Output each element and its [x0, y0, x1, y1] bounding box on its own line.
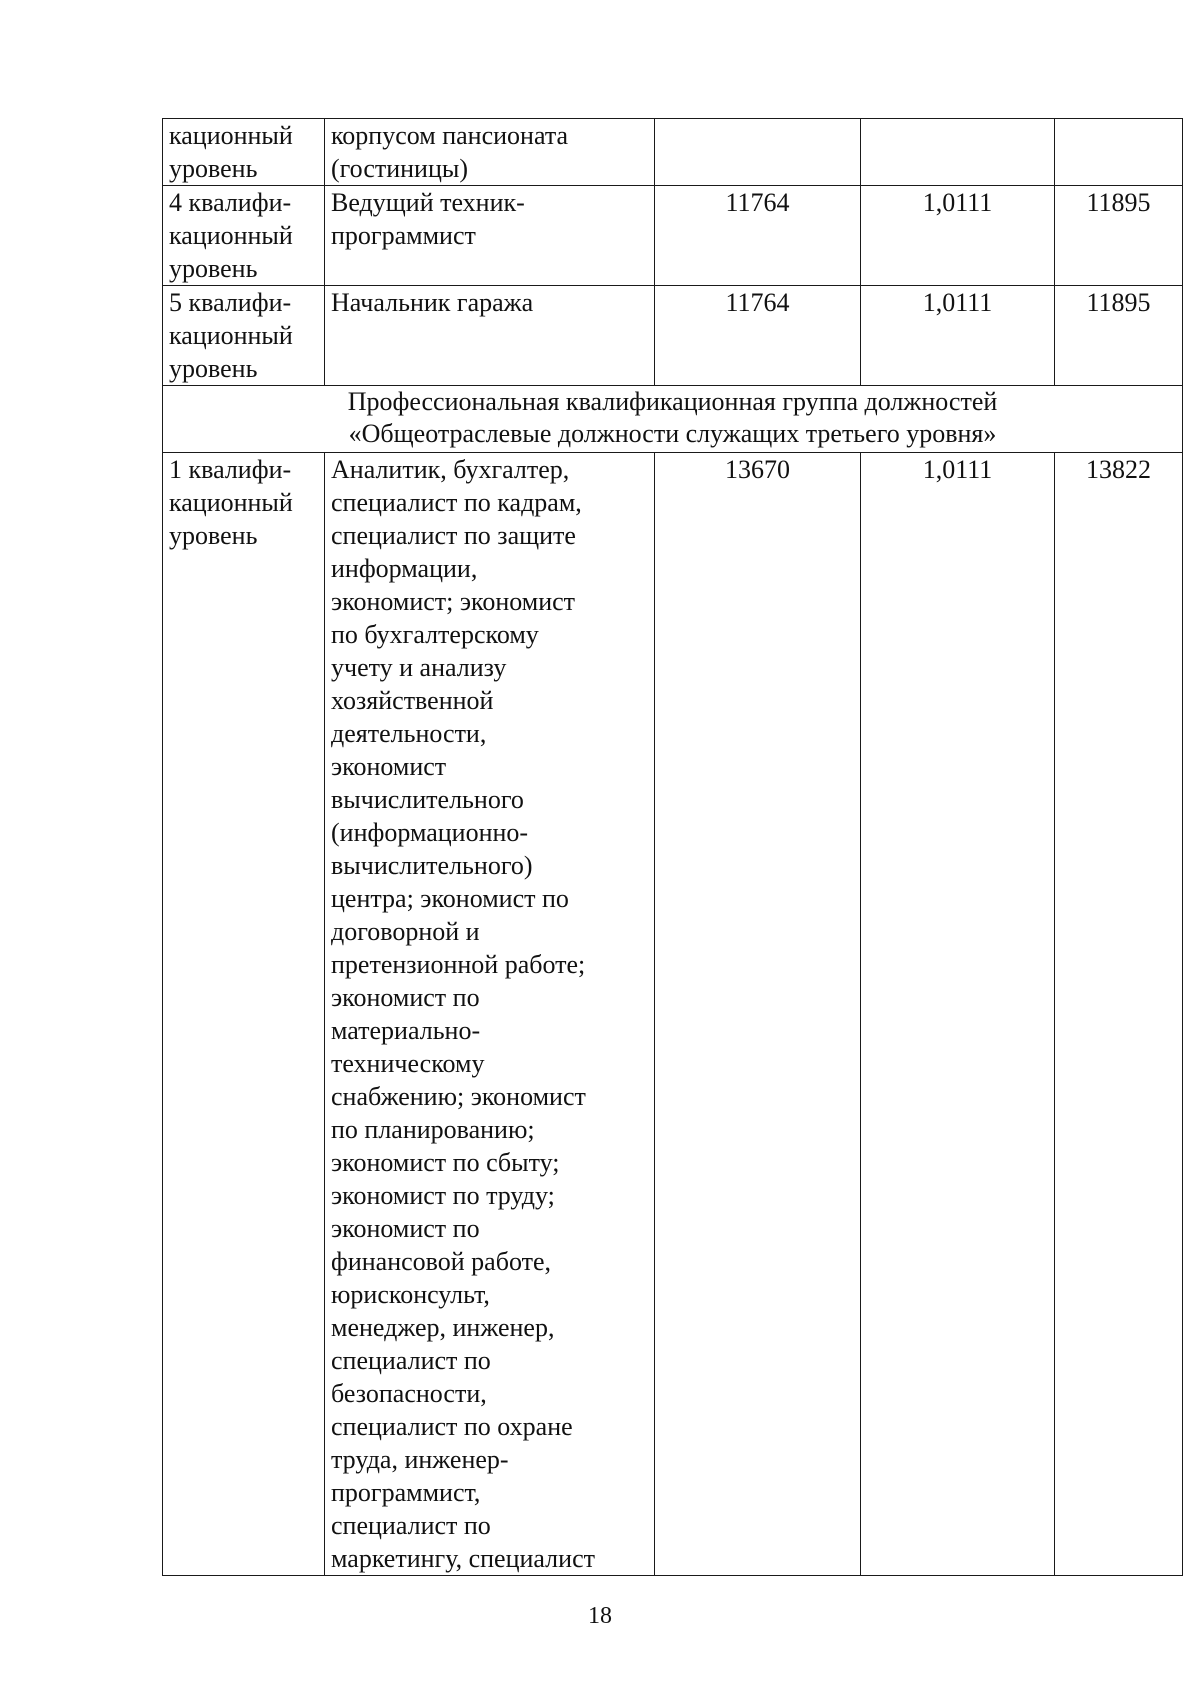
group-header-row — [163, 386, 1183, 453]
total-cell: 11895 — [1055, 286, 1183, 386]
coefficient-cell: 1,0111 — [861, 186, 1055, 286]
salary-cell — [655, 119, 861, 186]
salary-cell: 11764 — [655, 186, 861, 286]
position-cell: корпусом пансионата (гостиницы) — [325, 119, 655, 186]
qualification-level-cell: кационный уровень — [163, 119, 325, 186]
total-cell: 13822 — [1055, 453, 1183, 1576]
position-cell: Аналитик, бухгалтер, специалист по кадрам, специалист по защите информации, экономист; экономист по бухгалтерскому учету и анализу хозяйственной деятельности, экономист вычислительного (информационно- вычислительного) центра; экономист по договорной и претензионной работе; экономист по материально- техническому снабжению; экономист по планированию; экономист по сбыту; экономист по труду; экономист по финансовой работе, юрисконсульт, менеджер, инженер, специалист по безопасности, специалист по охране труда, инженер- программист, специалист по маркетингу, специалист — [325, 453, 655, 1576]
page-number: 18 — [588, 1603, 612, 1629]
position-cell: Ведущий техник- программист — [325, 186, 655, 286]
group-header-cell: Профессиональная квалификационная группа должностей «Общеотраслевые должности служащих третьего уровня» — [163, 386, 1183, 453]
table-row — [163, 119, 1183, 186]
qualification-level-cell: 5 квалифи- кационный уровень — [163, 286, 325, 386]
table-row — [163, 453, 1183, 1576]
table-row — [163, 186, 1183, 286]
coefficient-cell — [861, 119, 1055, 186]
salary-cell: 11764 — [655, 286, 861, 386]
position-cell: Начальник гаража — [325, 286, 655, 386]
coefficient-cell: 1,0111 — [861, 453, 1055, 1576]
salary-cell: 13670 — [655, 453, 861, 1576]
total-cell: 11895 — [1055, 186, 1183, 286]
coefficient-cell: 1,0111 — [861, 286, 1055, 386]
qualification-level-cell: 1 квалифи- кационный уровень — [163, 453, 325, 1576]
salary-table — [162, 118, 1183, 1576]
qualification-level-cell: 4 квалифи- кационный уровень — [163, 186, 325, 286]
total-cell — [1055, 119, 1183, 186]
table-row — [163, 286, 1183, 386]
